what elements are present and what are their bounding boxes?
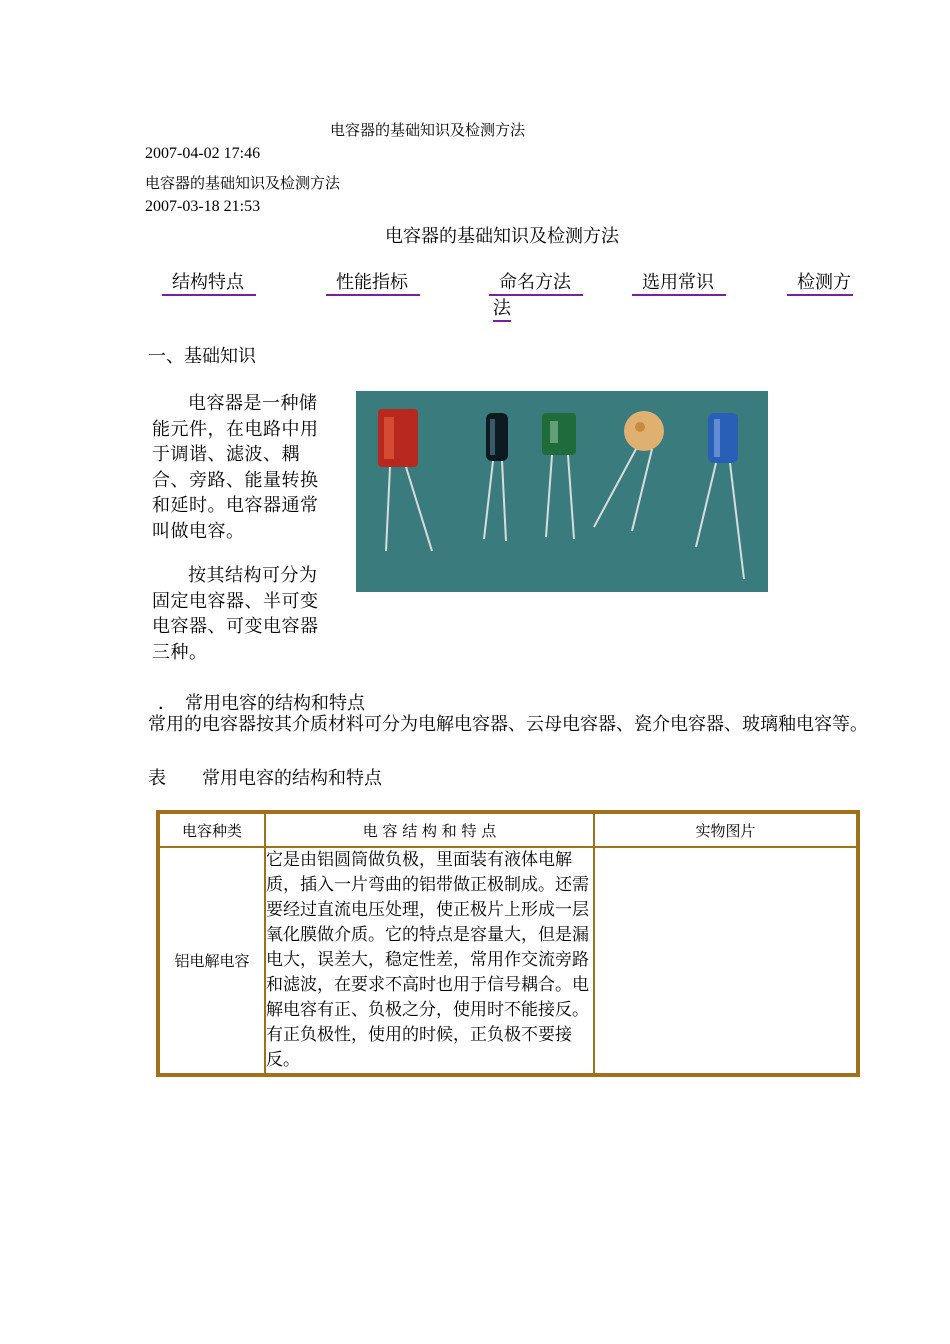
table-header-row — [159, 813, 857, 847]
cell-capacitor-type: 铝电解电容 — [159, 847, 265, 1074]
capacitor-table — [156, 810, 860, 1077]
nav-link-selection[interactable]: 选用常识 — [632, 268, 726, 296]
nav-link-naming[interactable]: 命名方法 — [489, 268, 583, 296]
capacitors-photo — [356, 391, 768, 592]
cell-capacitor-desc: 它是由铝圆筒做负极，里面装有液体电解质，插入一片弯曲的铝带做正极制成。还需要经过直流电压处理，使正极片上形成一层氧化膜做介质。它的特点是容量大，但是漏电大，误差大，稳定性差，常用作交流旁路和滤波，在要求不高时也用于信号耦合。电解电容有正、负极之分，使用时不能接反。有正负极性，使用的时候，正负极不要接反。 — [265, 847, 594, 1074]
nav-link-naming-wrap[interactable]: 法 — [493, 294, 511, 322]
document-heading: 电容器的基础知识及检测方法 — [385, 226, 619, 247]
nav-link-structure[interactable]: 结构特点 — [162, 268, 256, 296]
article-date: 2007-03-18 21:53 — [145, 198, 261, 215]
nav-link-performance[interactable]: 性能指标 — [326, 268, 420, 296]
structure-paragraph: 按其结构可分为固定电容器、半可变电容器、可变电容器三种。 — [152, 565, 319, 663]
post-date: 2007-04-02 17:46 — [145, 145, 261, 162]
article-title: 电容器的基础知识及检测方法 — [145, 174, 341, 192]
header-type: 电容种类 — [159, 813, 265, 847]
table-caption: 表 常用电容的结构和特点 — [148, 768, 382, 789]
capacitors-illustration — [356, 391, 768, 592]
page-title: 电容器的基础知识及检测方法 — [330, 121, 526, 139]
header-structure: 电 容 结 构 和 特 点 — [265, 813, 594, 847]
intro-paragraph: 电容器是一种储能元件，在电路中用于调谐、滤波、耦合、旁路、能量转换和延时。电容器通常叫做电容。 — [152, 393, 319, 542]
nav-link-testing[interactable]: 检测方 — [787, 268, 853, 296]
section-heading: 一、基础知识 — [148, 346, 256, 367]
table-row — [159, 847, 857, 1074]
dielectric-intro: 常用的电容器按其介质材料可分为电解电容器、云母电容器、瓷介电容器、玻璃釉电容等。 — [148, 714, 868, 735]
subsection-heading: ． 常用电容的结构和特点 — [158, 693, 365, 714]
header-photo: 实物图片 — [594, 813, 857, 847]
cell-capacitor-photo — [594, 847, 857, 1074]
